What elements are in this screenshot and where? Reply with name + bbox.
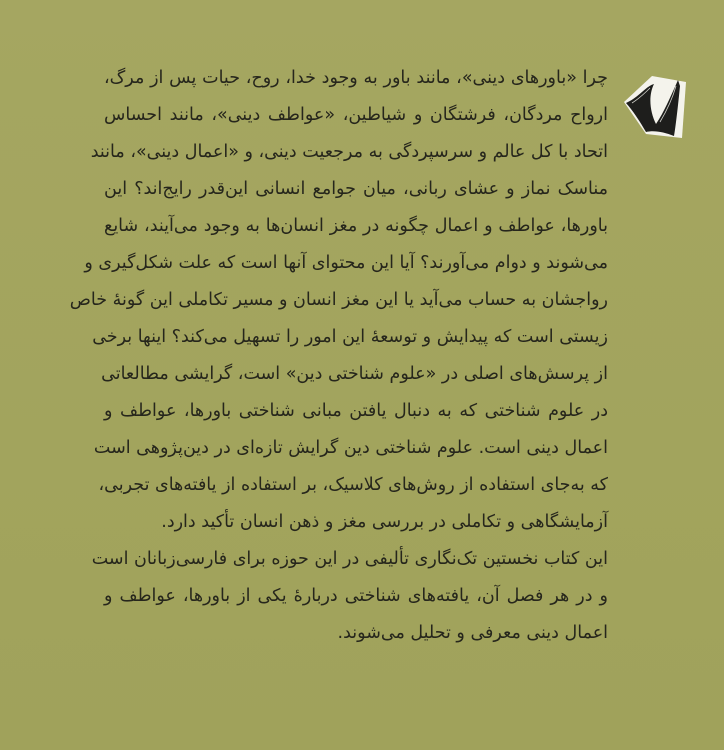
blurb-line: می‌شوند و دوام می‌آورند؟ آیا این محتوای آنها است که علت شکل‌گیری و	[84, 253, 608, 273]
blurb-line: زیستی است که پیدایش و توسعهٔ این امور را تسهیل می‌کند؟ اینها برخی	[92, 327, 608, 347]
blurb-line: رواجشان به حساب می‌آید یا این مغز انسان و مسیر تکاملی این گونهٔ خاص	[69, 290, 608, 310]
blurb-line: این کتاب نخستین تک‌نگاری تألیفی در این حوزه برای فارسی‌زبانان است	[91, 549, 608, 569]
blurb-line: اعمال دینی معرفی و تحلیل می‌شوند.	[337, 623, 608, 643]
blurb-line: در علوم شناختی که به دنبال یافتن مبانی شناختی باورها، عواطف و	[104, 401, 608, 421]
blurb-line: آزمایشگاهی و تکاملی در بررسی مغز و ذهن انسان تأکید دارد.	[161, 512, 608, 532]
blurb-line: از پرسش‌های اصلی در «علوم شناختی دین» است، گرایشی مطالعاتی	[101, 364, 608, 384]
blurb-line: باورها، عواطف و اعمال چگونه در مغز انسان‌ها به وجود می‌آیند، شایع	[104, 216, 608, 236]
blurb-line: چرا «باورهای دینی»، مانند باور به وجود خدا، روح، حیات پس از مرگ،	[104, 68, 608, 88]
blurb-line: اتحاد با کل عالم و سرسپردگی به مرجعیت دینی، و «اعمال دینی»، مانند	[90, 142, 608, 162]
blurb-text	[69, 60, 608, 652]
blurb-line: که به‌جای استفاده از روش‌های کلاسیک، بر استفاده از یافته‌های تجربی،	[98, 475, 608, 495]
publisher-logo-icon	[616, 72, 692, 142]
blurb-line: ارواح مردگان، فرشتگان و شیاطین، «عواطف دینی»، مانند احساس	[104, 105, 608, 125]
blurb-line: و در هر فصل آن، یافته‌های شناختی دربارهٔ یکی از باورها، عواطف و	[104, 586, 608, 606]
blurb-line: مناسک نماز و عشای ربانی، میان جوامع انسانی این‌قدر رایج‌اند؟ این	[104, 179, 608, 199]
blurb-line: اعمال دینی است. علوم شناختی دین گرایش تازه‌ای در دین‌پژوهی است	[93, 438, 608, 458]
